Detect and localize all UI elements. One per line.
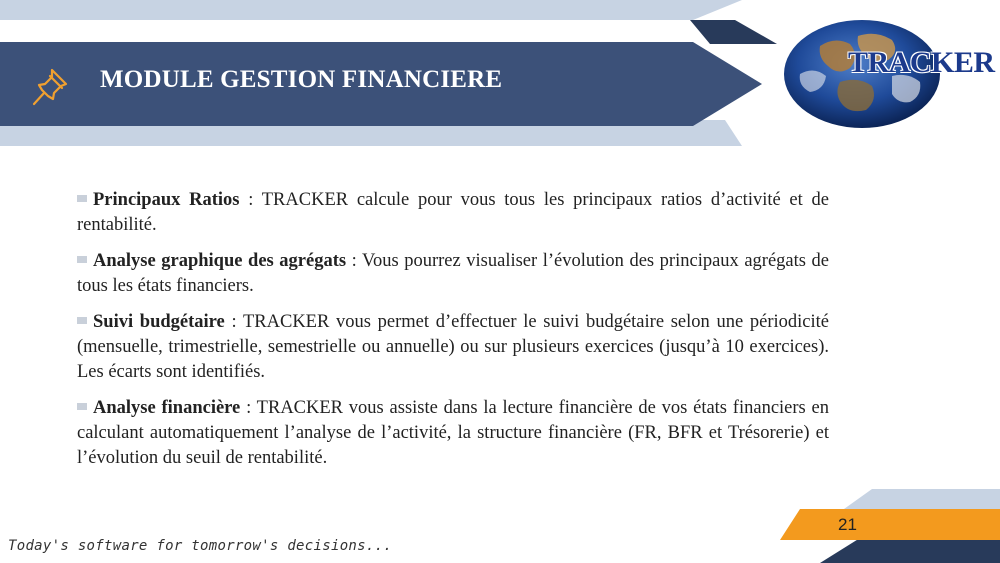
bullet-icon <box>77 403 87 410</box>
paragraph-text: : TRACKER vous permet d’effectuer le suivi budgétaire selon une périodicité (mensuelle, trimestrielle, semestrielle ou annuelle) ou sur plusieurs exercices (jusqu’à 10 exercices). Les écarts sont identifiés. <box>77 312 829 382</box>
paragraph-principaux-ratios <box>77 188 829 238</box>
bullet-icon <box>77 195 87 202</box>
paragraph-text: : TRACKER calcule pour vous tous les principaux ratios d’activité et de rentabilité. <box>77 190 829 235</box>
footer-tagline: Today's software for tomorrow's decisions... <box>8 538 393 554</box>
header-dark-tip <box>690 20 777 44</box>
page-number-tab <box>780 509 1000 540</box>
paragraph-text: : Vous pourrez visualiser l’évolution des principaux agrégats de tous les états financiers. <box>77 251 829 296</box>
bullet-icon <box>77 256 87 263</box>
slide-title: MODULE GESTION FINANCIERE <box>100 66 503 93</box>
paragraph-analyse-financiere <box>77 396 829 471</box>
logo-text: TRACKER <box>848 46 995 79</box>
term-label: Suivi budgétaire <box>93 312 225 332</box>
term-label: Analyse graphique des agrégats <box>93 251 347 271</box>
page-number: 21 <box>838 515 857 534</box>
pushpin-icon <box>28 64 74 110</box>
paragraph-text: : TRACKER vous assiste dans la lecture financière de vos états financiers en calculant automatiquement l’analyse de l’activité, la structure financière (FR, BFR et Trésorerie) et l’évolution du seuil de rentabilité. <box>77 398 829 468</box>
top-light-band <box>0 0 742 20</box>
paragraph-suivi-budgetaire <box>77 310 829 385</box>
term-label: Principaux Ratios <box>93 190 240 210</box>
content-body <box>77 188 829 482</box>
footer-light-stripe <box>844 489 1000 509</box>
paragraph-analyse-graphique <box>77 249 829 299</box>
bullet-icon <box>77 317 87 324</box>
term-label: Analyse financière <box>93 398 241 418</box>
